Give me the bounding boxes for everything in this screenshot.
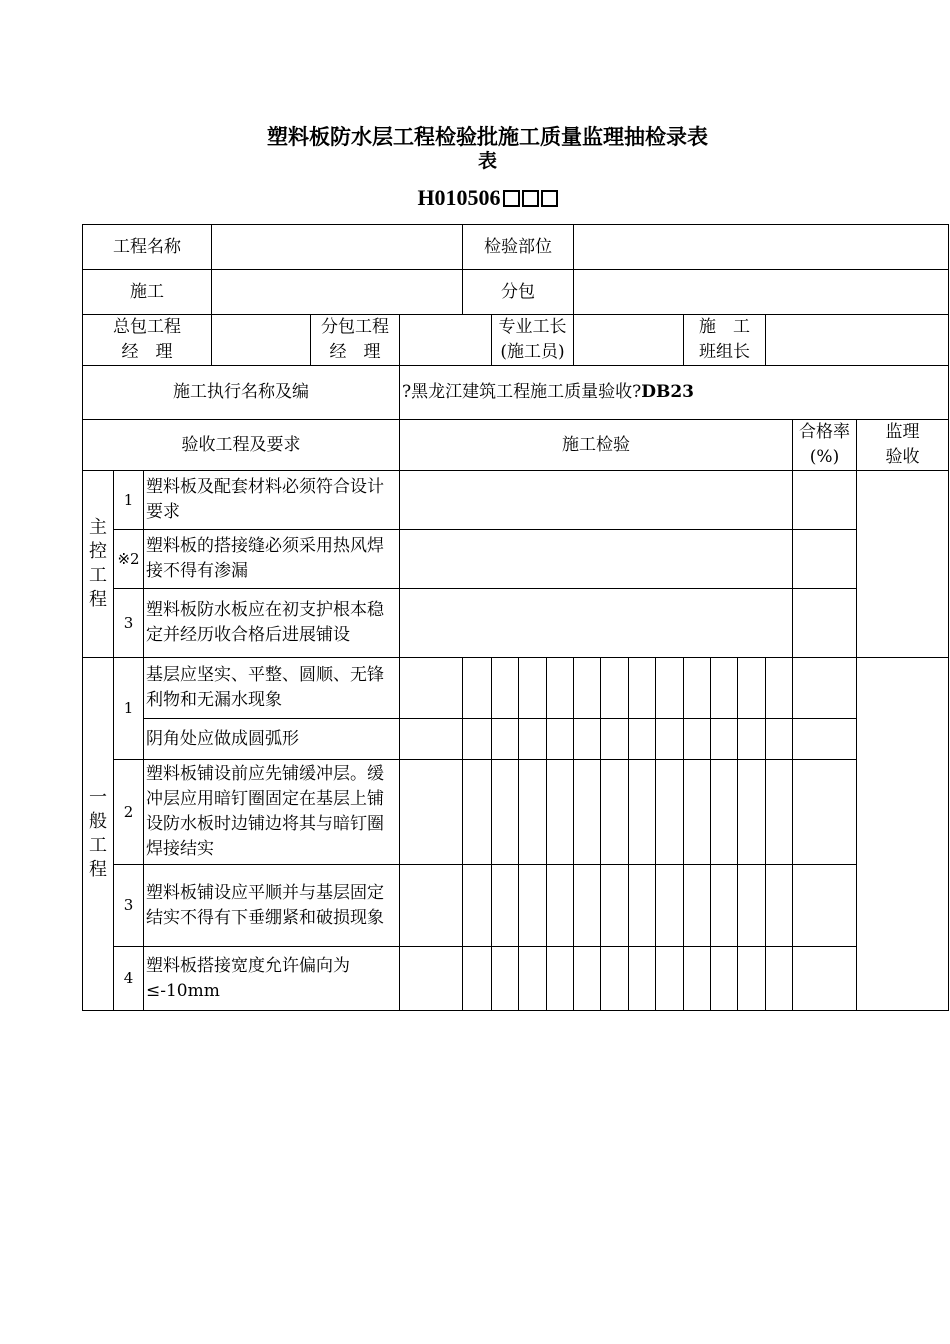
- check-cell[interactable]: [738, 760, 766, 865]
- check-cell[interactable]: [547, 760, 574, 865]
- check-cell[interactable]: [711, 658, 738, 719]
- check-cell[interactable]: [629, 947, 656, 1011]
- check-cell[interactable]: [519, 947, 547, 1011]
- general-item-text: 阴角处应做成圆弧形: [144, 719, 400, 760]
- check-cell[interactable]: [574, 719, 601, 760]
- main-control-label-char: 控: [89, 541, 107, 562]
- general-item-text: 塑料板搭接宽度允许偏向为≤-10mm: [144, 947, 400, 1011]
- check-cell[interactable]: [492, 760, 519, 865]
- check-cell[interactable]: [766, 865, 793, 947]
- main-item-text: 塑料板防水板应在初支护根本稳定并经历收合格后进展铺设: [144, 589, 400, 658]
- general-label: [83, 658, 114, 1011]
- construction-label: 施工: [83, 270, 212, 315]
- main-item-inspection[interactable]: [400, 530, 793, 589]
- check-cell[interactable]: [492, 865, 519, 947]
- construction-value[interactable]: [212, 270, 463, 315]
- standard-value-prefix: ?黑龙江建筑工程施工质量验收?: [402, 382, 642, 402]
- check-cell[interactable]: [738, 865, 766, 947]
- check-cell[interactable]: [400, 865, 463, 947]
- supervision-column-header: [857, 420, 949, 471]
- standard-value-code: DB23: [641, 382, 695, 402]
- check-cell[interactable]: [656, 865, 684, 947]
- check-cell[interactable]: [629, 760, 656, 865]
- sub-manager-label-1: 分包工程: [321, 317, 389, 337]
- main-control-label-char: 程: [89, 589, 107, 610]
- check-cell[interactable]: [463, 865, 492, 947]
- form-title: 塑料板防水层工程检验批施工质量监理抽检录表: [267, 125, 708, 149]
- general-item-number: 2: [114, 760, 144, 865]
- check-cell[interactable]: [766, 947, 793, 1011]
- check-cell[interactable]: [400, 947, 463, 1011]
- team-leader-label: [684, 315, 766, 366]
- check-cell[interactable]: [711, 865, 738, 947]
- check-cell[interactable]: [547, 658, 574, 719]
- check-cell[interactable]: [574, 865, 601, 947]
- foreman-label: [492, 315, 574, 366]
- check-cell[interactable]: [400, 658, 463, 719]
- gc-manager-label: [83, 315, 212, 366]
- sub-manager-value[interactable]: [400, 315, 492, 366]
- project-name-value[interactable]: [212, 225, 463, 270]
- supervision-header-2: 验收: [885, 447, 920, 467]
- check-cell[interactable]: [766, 719, 793, 760]
- check-cell[interactable]: [684, 947, 711, 1011]
- checkbox-icon: [503, 190, 520, 207]
- general-item-text: 塑料板铺设前应先铺缓冲层。缓冲层应用暗钉圈固定在基层上铺设防水板时边铺边将其与暗钉圈焊接结实: [144, 760, 400, 865]
- check-cell[interactable]: [684, 760, 711, 865]
- main-item-number: 1: [114, 471, 144, 530]
- general-label-char: 工: [89, 835, 107, 856]
- subcontract-value[interactable]: [574, 270, 949, 315]
- check-cell[interactable]: [547, 865, 574, 947]
- main-item-inspection[interactable]: [400, 589, 793, 658]
- main-control-label: [83, 471, 114, 658]
- check-cell[interactable]: [656, 658, 684, 719]
- general-supervision-value[interactable]: [857, 658, 949, 1011]
- check-cell[interactable]: [684, 658, 711, 719]
- form-title-line2: 表: [477, 150, 497, 172]
- pass-rate-header-1: 合格率: [799, 422, 851, 442]
- general-item-number: 4: [114, 947, 144, 1011]
- foreman-label-2: (施工员): [500, 342, 565, 362]
- general-item-pass-rate[interactable]: [793, 719, 857, 760]
- general-item-text: 基层应坚实、平整、圆顺、无锋利物和无漏水现象: [144, 658, 400, 719]
- check-cell[interactable]: [629, 865, 656, 947]
- gc-manager-label-1: 总包工程: [113, 317, 181, 337]
- check-cell[interactable]: [629, 658, 656, 719]
- general-label-char: 程: [89, 859, 107, 880]
- check-cell[interactable]: [684, 865, 711, 947]
- main-supervision-value[interactable]: [857, 471, 949, 658]
- pass-rate-column-header: [793, 420, 857, 471]
- check-cell[interactable]: [492, 947, 519, 1011]
- check-cell[interactable]: [656, 947, 684, 1011]
- acceptance-column-header: 验收工程及要求: [83, 420, 400, 471]
- check-cell[interactable]: [738, 658, 766, 719]
- main-item-pass-rate[interactable]: [793, 589, 857, 658]
- check-cell[interactable]: [766, 658, 793, 719]
- general-item-pass-rate[interactable]: [793, 658, 857, 719]
- check-cell[interactable]: [492, 719, 519, 760]
- check-cell[interactable]: [601, 760, 629, 865]
- check-cell[interactable]: [492, 658, 519, 719]
- inspection-table: [82, 224, 949, 1011]
- check-cell[interactable]: [400, 719, 463, 760]
- check-cell[interactable]: [574, 760, 601, 865]
- check-cell[interactable]: [684, 719, 711, 760]
- main-item-pass-rate[interactable]: [793, 471, 857, 530]
- pass-rate-header-2: (%): [809, 447, 840, 467]
- check-cell[interactable]: [547, 719, 574, 760]
- main-control-label-char: 工: [89, 565, 107, 586]
- sub-manager-label: [311, 315, 400, 366]
- check-cell[interactable]: [629, 719, 656, 760]
- general-item-text: 塑料板铺设应平顺并与基层固定结实不得有下垂绷紧和破损现象: [144, 865, 400, 947]
- main-item-pass-rate[interactable]: [793, 530, 857, 589]
- team-leader-label-1: 施 工: [699, 317, 751, 337]
- foreman-label-1: 专业工长: [498, 317, 567, 337]
- check-cell[interactable]: [711, 947, 738, 1011]
- checkbox-icon: [522, 190, 539, 207]
- main-item-inspection[interactable]: [400, 471, 793, 530]
- general-item-number: 3: [114, 865, 144, 947]
- check-cell[interactable]: [656, 719, 684, 760]
- check-cell[interactable]: [463, 658, 492, 719]
- inspection-part-label: 检验部位: [463, 225, 574, 270]
- check-cell[interactable]: [711, 719, 738, 760]
- general-item-number: 1: [114, 658, 144, 760]
- check-cell[interactable]: [519, 658, 547, 719]
- subcontract-label: 分包: [463, 270, 574, 315]
- inspection-part-value[interactable]: [574, 225, 949, 270]
- general-label-char: 一: [89, 787, 107, 808]
- check-cell[interactable]: [601, 865, 629, 947]
- inspection-column-header: 施工检验: [400, 420, 793, 471]
- general-item-pass-rate[interactable]: [793, 947, 857, 1011]
- check-cell[interactable]: [711, 760, 738, 865]
- project-name-label: 工程名称: [83, 225, 212, 270]
- check-cell[interactable]: [519, 719, 547, 760]
- check-cell[interactable]: [766, 760, 793, 865]
- gc-manager-label-2: 经 理: [121, 342, 173, 362]
- check-cell[interactable]: [519, 865, 547, 947]
- team-leader-value[interactable]: [766, 315, 949, 366]
- foreman-value[interactable]: [574, 315, 684, 366]
- team-leader-label-2: 班组长: [699, 342, 751, 362]
- check-cell[interactable]: [547, 947, 574, 1011]
- main-item-number: 3: [114, 589, 144, 658]
- main-item-text: 塑料板的搭接缝必须采用热风焊接不得有渗漏: [144, 530, 400, 589]
- check-cell[interactable]: [463, 719, 492, 760]
- check-cell[interactable]: [574, 658, 601, 719]
- check-cell[interactable]: [519, 760, 547, 865]
- form-code: [0, 185, 950, 211]
- standard-value: [400, 366, 949, 420]
- general-label-char: 般: [89, 811, 107, 832]
- form-code-text: H010506: [417, 185, 501, 210]
- general-item-pass-rate[interactable]: [793, 865, 857, 947]
- check-cell[interactable]: [738, 719, 766, 760]
- check-cell[interactable]: [463, 760, 492, 865]
- main-item-text: 塑料板及配套材料必须符合设计要求: [144, 471, 400, 530]
- general-item-pass-rate[interactable]: [793, 760, 857, 865]
- check-cell[interactable]: [601, 658, 629, 719]
- sub-manager-label-2: 经 理: [329, 342, 381, 362]
- standard-label: 施工执行名称及编: [83, 366, 400, 420]
- check-cell[interactable]: [601, 719, 629, 760]
- check-cell[interactable]: [656, 760, 684, 865]
- main-item-number: ※2: [114, 530, 144, 589]
- check-cell[interactable]: [574, 947, 601, 1011]
- supervision-header-1: 监理: [885, 422, 920, 442]
- main-control-label-char: 主: [89, 517, 107, 538]
- check-cell[interactable]: [738, 947, 766, 1011]
- gc-manager-value[interactable]: [212, 315, 311, 366]
- checkbox-icon: [541, 190, 558, 207]
- check-cell[interactable]: [601, 947, 629, 1011]
- check-cell[interactable]: [400, 760, 463, 865]
- check-cell[interactable]: [463, 947, 492, 1011]
